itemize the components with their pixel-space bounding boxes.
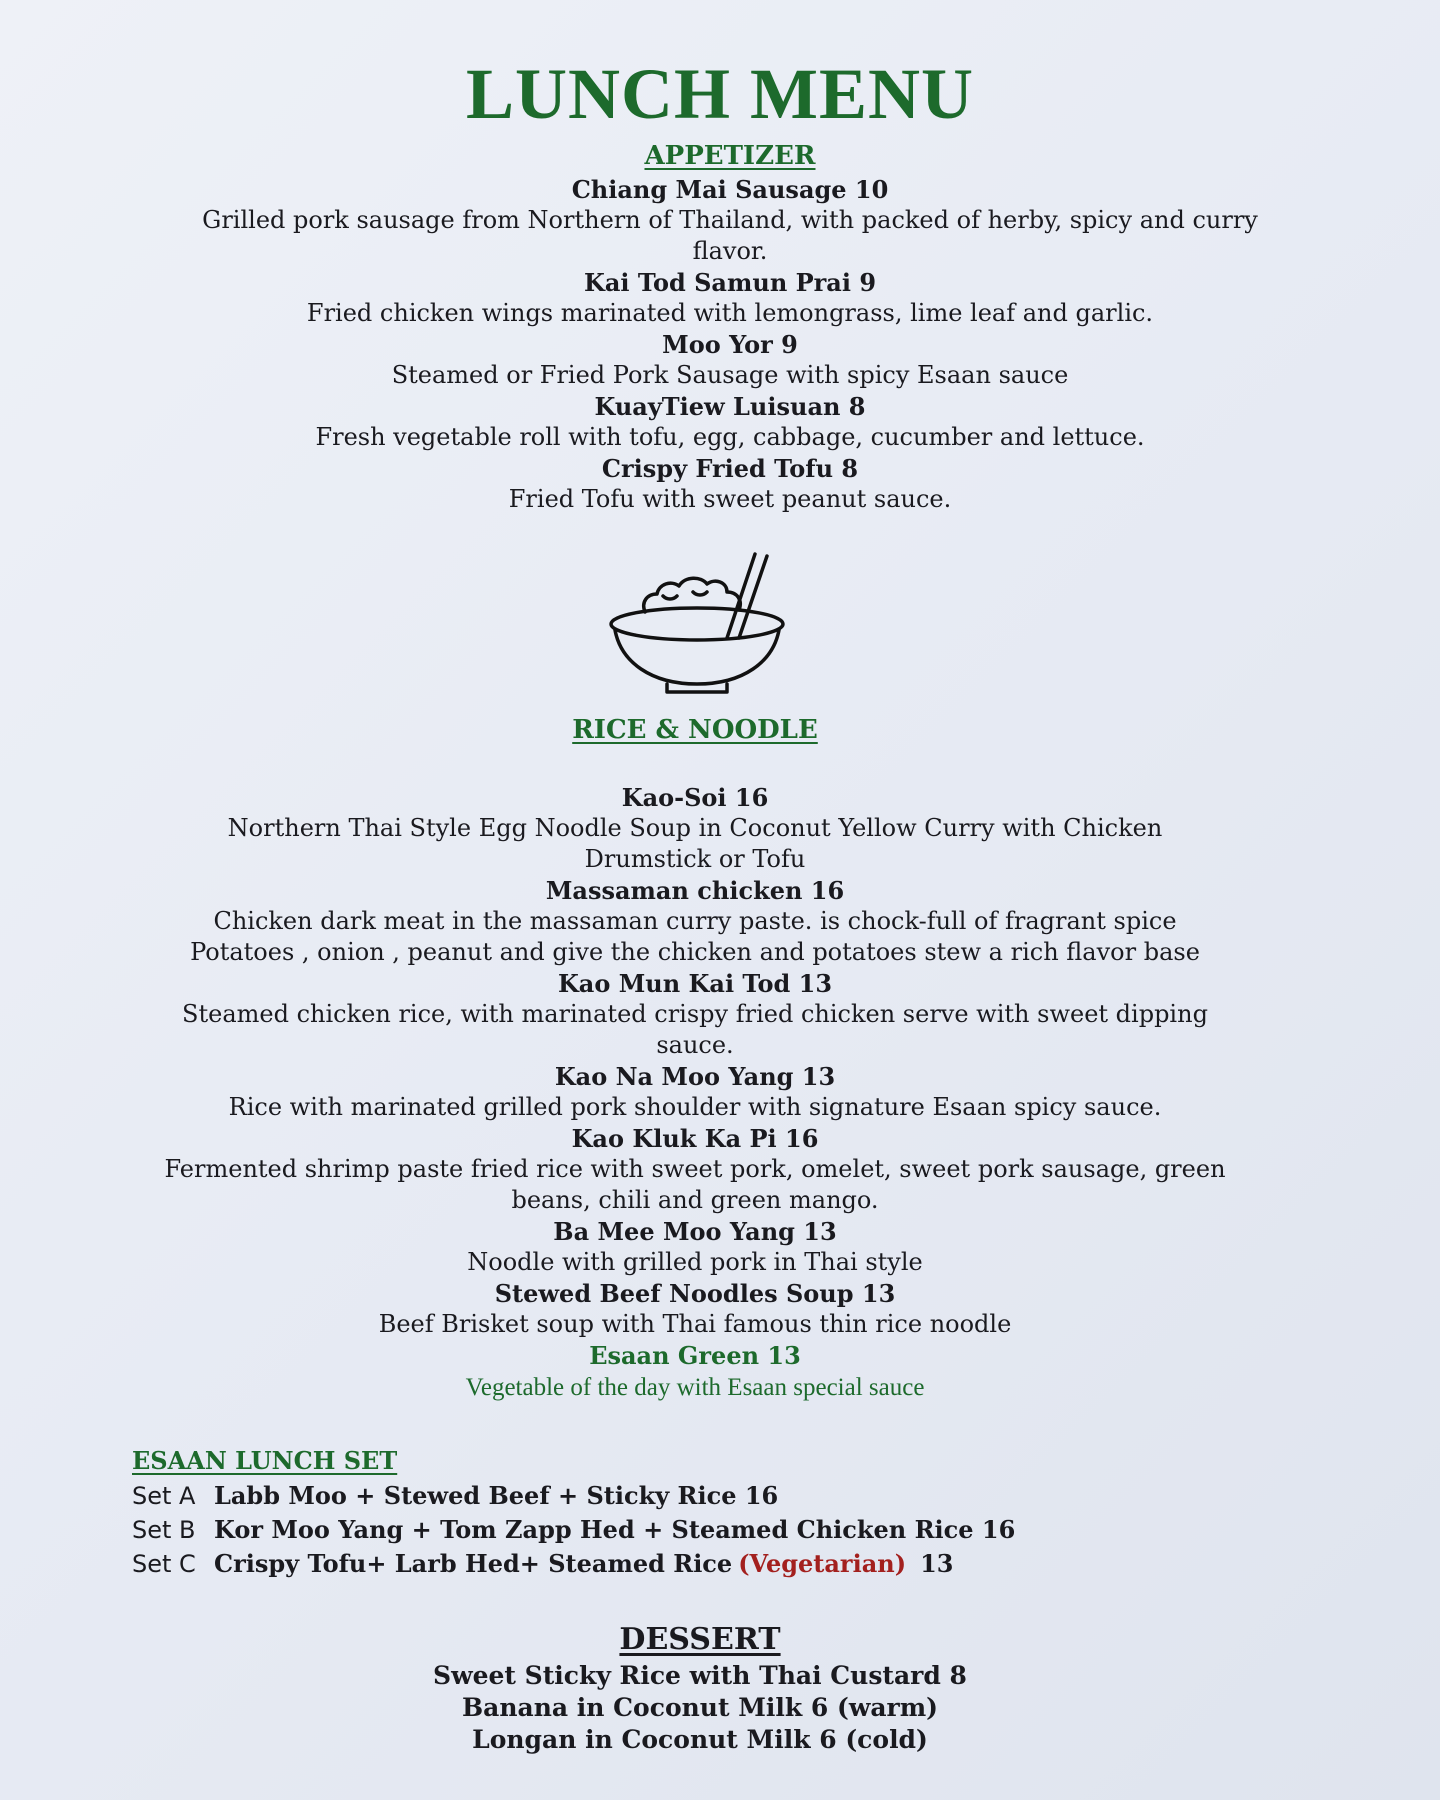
menu-item [120, 1061, 1270, 1123]
set-row [132, 1547, 1132, 1581]
item-name: Kao Mun Kai Tod 13 [557, 969, 833, 998]
item-description: Beef Brisket soup with Thai famous thin rice noodle [378, 1310, 1012, 1338]
dessert-item: Banana in Coconut Milk 6 (warm) [461, 1693, 939, 1722]
item-description: Chicken dark meat in the massaman curry paste. is chock-full of fragrant spice [213, 907, 1177, 935]
rice-noodle-heading: RICE & NOODLE [572, 715, 818, 745]
appetizer-section [180, 138, 1280, 515]
item-name: Kao Kluk Ka Pi 16 [571, 1124, 819, 1153]
item-name: Kao Na Moo Yang 13 [554, 1062, 836, 1091]
item-name: Crispy Fried Tofu 8 [601, 454, 859, 483]
set-row [132, 1513, 1132, 1547]
item-description: beans, chili and green mango. [511, 1186, 879, 1214]
menu-item [180, 329, 1280, 391]
dessert-section [250, 1620, 1150, 1756]
item-name: KuayTiew Luisuan 8 [594, 392, 866, 421]
item-description: Fried Tofu with sweet peanut sauce. [508, 485, 952, 513]
menu-item [180, 453, 1280, 515]
special-item-description: Vegetable of the day with Esaan special sauce [465, 1374, 925, 1401]
menu-item [120, 1216, 1270, 1278]
set-price: 13 [920, 1549, 954, 1578]
item-description: Steamed or Fried Pork Sausage with spicy Esaan sauce [391, 361, 1069, 389]
menu-item [120, 1278, 1270, 1340]
rice-bowl-chopsticks-icon [607, 550, 787, 704]
set-row [132, 1479, 1132, 1513]
page-title: LUNCH MENU [466, 54, 974, 134]
lunch-set-heading: ESAAN LUNCH SET [132, 1446, 398, 1475]
special-item [120, 1340, 1270, 1405]
set-items: Labb Moo + Stewed Beef + Sticky Rice 16 [214, 1481, 779, 1510]
item-description: Noodle with grilled pork in Thai style [467, 1248, 923, 1276]
item-name: Stewed Beef Noodles Soup 13 [494, 1279, 896, 1308]
item-description: Drumstick or Tofu [584, 845, 806, 873]
set-items: Crispy Tofu+ Larb Hed+ Steamed Rice [214, 1549, 733, 1578]
menu-item [180, 391, 1280, 453]
special-item-name: Esaan Green 13 [589, 1341, 801, 1370]
menu-item [120, 875, 1270, 968]
item-name: Massaman chicken 16 [545, 876, 845, 905]
set-label: Set B [132, 1516, 196, 1544]
item-name: Kao-Soi 16 [621, 783, 769, 812]
item-description: Potatoes , onion , peanut and give the chicken and potatoes stew a rich flavor base [190, 938, 1200, 966]
rice-noodle-section [120, 710, 1270, 1405]
lunch-set-section [132, 1443, 1132, 1581]
item-description: Fresh vegetable roll with tofu, egg, cabbage, cucumber and lettuce. [315, 423, 1145, 451]
menu-item [120, 1123, 1270, 1216]
item-description: sauce. [656, 1031, 734, 1059]
set-label: Set C [132, 1550, 196, 1578]
item-description: Rice with marinated grilled pork shoulder with signature Esaan spicy sauce. [228, 1093, 1162, 1121]
item-name: Moo Yor 9 [662, 330, 798, 359]
item-description: Fermented shrimp paste fried rice with sweet pork, omelet, sweet pork sausage, green [164, 1155, 1226, 1183]
item-name: Ba Mee Moo Yang 13 [553, 1217, 837, 1246]
dessert-heading: DESSERT [619, 1622, 781, 1657]
dessert-item: Sweet Sticky Rice with Thai Custard 8 [433, 1661, 967, 1690]
item-description: Steamed chicken rice, with marinated crispy fried chicken serve with sweet dipping [182, 1000, 1208, 1028]
dessert-item: Longan in Coconut Milk 6 (cold) [472, 1725, 928, 1754]
menu-item [180, 174, 1280, 267]
item-name: Chiang Mai Sausage 10 [571, 175, 889, 204]
item-description: Northern Thai Style Egg Noodle Soup in Coconut Yellow Curry with Chicken [227, 814, 1163, 842]
set-items: Kor Moo Yang + Tom Zapp Hed + Steamed Chicken Rice 16 [214, 1515, 1016, 1544]
menu-item [120, 968, 1270, 1061]
appetizer-heading: APPETIZER [644, 141, 816, 171]
set-label: Set A [132, 1482, 196, 1510]
menu-item [180, 267, 1280, 329]
item-name: Kai Tod Samun Prai 9 [583, 268, 877, 297]
item-description: Fried chicken wings marinated with lemongrass, lime leaf and garlic. [306, 299, 1154, 327]
item-description: Grilled pork sausage from Northern of Thailand, with packed of herby, spicy and curry flavor. [202, 206, 1258, 265]
menu-item [120, 782, 1270, 875]
vegetarian-tag: (Vegetarian) [738, 1549, 907, 1578]
